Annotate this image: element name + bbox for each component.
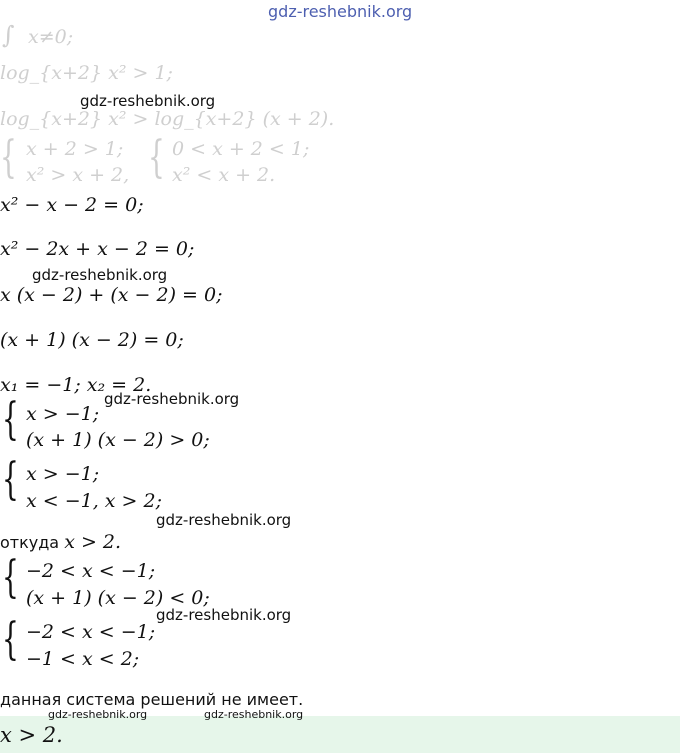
watermark: gdz-reshebnik.org xyxy=(48,708,148,721)
faded-system-a-1: x + 2 > 1; xyxy=(26,138,124,160)
brace-system-4: { xyxy=(2,614,19,665)
brace-system-1: { xyxy=(2,394,19,445)
system-3-line-2: (x + 1) (x − 2) < 0; xyxy=(26,587,210,609)
system-4-line-2: −1 < x < 2; xyxy=(26,648,140,670)
faded-line-1: x≠0; xyxy=(28,26,74,48)
integral-sign: ∫ xyxy=(2,21,15,49)
equation-3: x (x − 2) + (x − 2) = 0; xyxy=(0,284,223,306)
brace-faded-b: { xyxy=(148,132,165,183)
watermark: gdz-reshebnik.org xyxy=(32,266,168,284)
watermark-top: gdz-reshebnik.org xyxy=(268,2,413,21)
faded-line-2: log_{x+2} x² > 1; xyxy=(0,62,173,84)
watermark: gdz-reshebnik.org xyxy=(156,606,292,624)
no-solutions-text: данная система решений не имеет. xyxy=(0,690,304,709)
system-3-line-1: −2 < x < −1; xyxy=(26,560,156,582)
equation-1: x² − x − 2 = 0; xyxy=(0,194,144,216)
watermark: gdz-reshebnik.org xyxy=(204,708,304,721)
equation-4: (x + 1) (x − 2) = 0; xyxy=(0,329,184,351)
whence-math: x > 2. xyxy=(64,531,122,553)
brace-faded-a: { xyxy=(0,132,17,183)
brace-system-3: { xyxy=(2,552,19,603)
system-4-line-1: −2 < x < −1; xyxy=(26,621,156,643)
faded-system-b-2: x² < x + 2. xyxy=(172,164,276,186)
whence-line xyxy=(0,531,121,553)
faded-system-a-2: x² > x + 2, xyxy=(26,164,130,186)
brace-system-2: { xyxy=(2,454,19,505)
equation-2: x² − 2x + x − 2 = 0; xyxy=(0,238,195,260)
system-1-line-2: (x + 1) (x − 2) > 0; xyxy=(26,429,210,451)
system-2-line-1: x > −1; xyxy=(26,463,100,485)
answer: x > 2. xyxy=(0,723,63,747)
roots-line: x₁ = −1; x₂ = 2. xyxy=(0,374,152,396)
system-2-line-2: x < −1, x > 2; xyxy=(26,490,163,512)
system-1-line-1: x > −1; xyxy=(26,403,100,425)
watermark: gdz-reshebnik.org xyxy=(104,390,240,408)
watermark: gdz-reshebnik.org xyxy=(80,92,216,110)
watermark: gdz-reshebnik.org xyxy=(156,511,292,529)
faded-line-3: log_{x+2} x² > log_{x+2} (x + 2). xyxy=(0,108,335,130)
faded-system-b-1: 0 < x + 2 < 1; xyxy=(172,138,310,160)
answer-highlight xyxy=(0,716,680,753)
whence-text: откуда xyxy=(0,533,60,552)
